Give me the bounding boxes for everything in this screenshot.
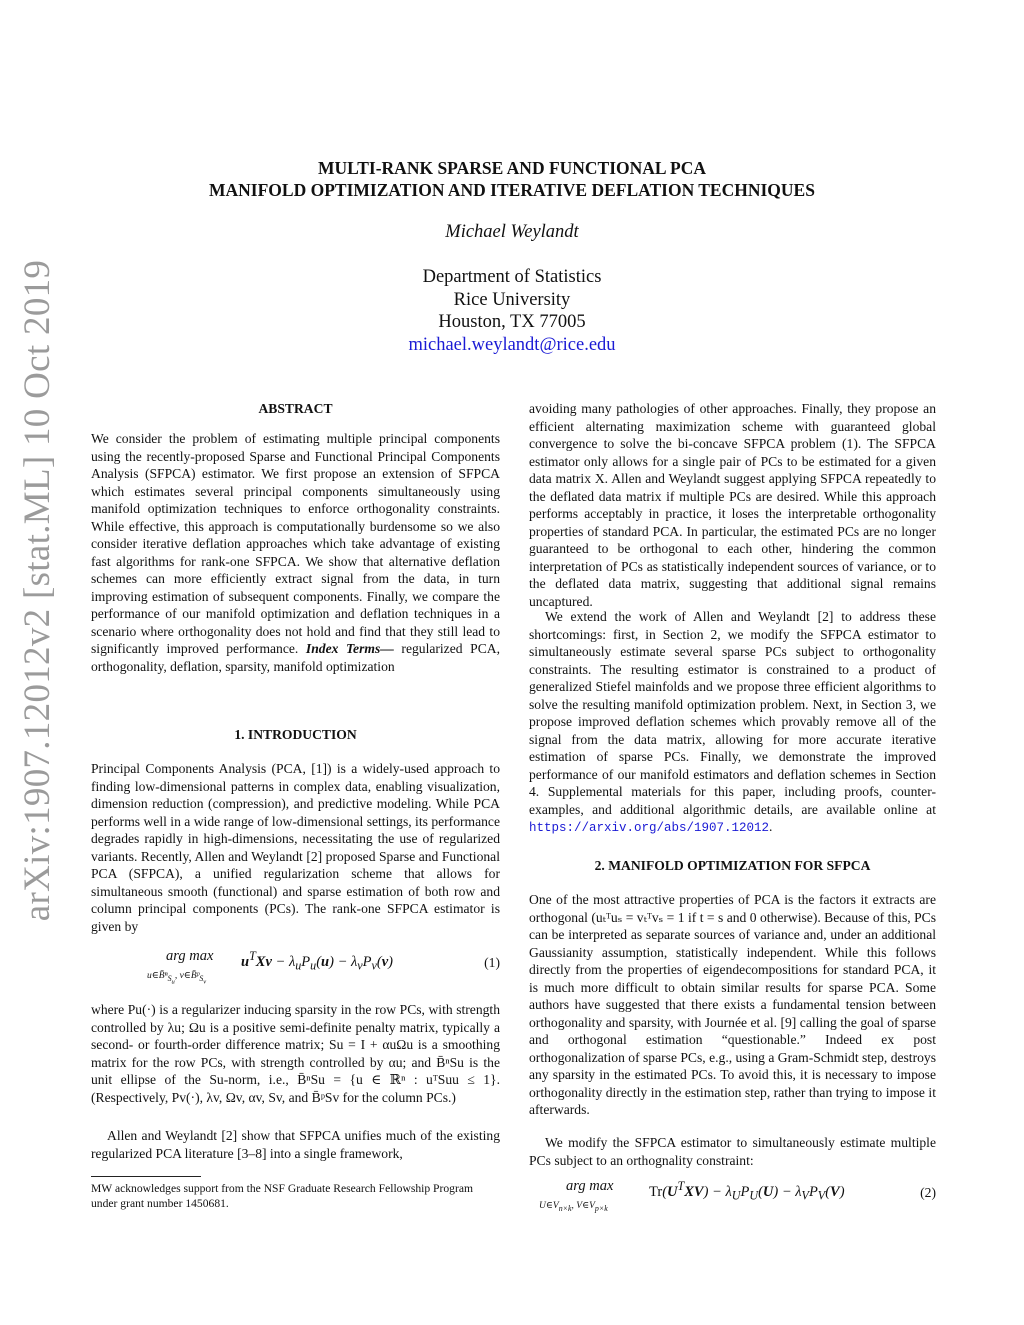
- equation-1: [91, 948, 500, 988]
- right-paragraph-2: We extend the work of Allen and Weylandt [2] to address these shortcomings: first, in Section 2, we modify the SFPCA estimator to simultaneously estimate several sparse PCs subject to orthogonality constraints. The resulting estimator is constrained to a product of generalized Stiefel mainfolds and we propose three efficient algorithms to solve the resulting manifold optimization problem. Next, in Section 3, we propose improved deflation schemes which provably remove all of the signal from the data matrix, allowing for more accurate iterative estimation of sparse PCs. Finally, we demonstrate the improved performance of our manifold estimators and deflation schemes in Section 4. Supplemental materials for this paper, including proofs, counter-examples, and additional algorithmic details, are available online at https://arxiv.org/abs/1907.12012.: [529, 609, 936, 835]
- intro-paragraph-2: where Pu(·) is a regularizer inducing sparsity in the row PCs, with strength controlled by λu; Ωu is a positive semi-definite penalty matrix, typically a second- or fourth-order difference matrix; Su = I + αuΩu is a smoothing matrix for the row PCs, with strength controlled by αu; and B̄ⁿSu is the unit ellipse of the Su-norm, i.e., B̄ⁿSu = {u ∈ ℝⁿ : uᵀSuu ≤ 1}. (Respectively, Pv(·), λv, Ωv, αv, Sv, and B̄ᵖSv for the column PCs.): [91, 1002, 500, 1105]
- eq2-constraint: $U\in V_{n\times k}$, $V\in V_{p\times k}$: [539, 1201, 608, 1213]
- footnote: MW acknowledges support from the NSF Graduate Research Fellowship Program under grant number 1450681.: [91, 1182, 473, 1210]
- intro-paragraph-1: Principal Components Analysis (PCA, [1]) is a widely-used approach to finding low-dimensional patterns in complex data, enabling visualization, dimension reduction (compression), and predictive modeling. While PCA performs well in a wide range of low-dimensional settings, its performance degrades rapidly in high-dimensions, necessitating the use of regularized variants. Recently, Allen and Weylandt [2] proposed Sparse and Functional PCA (SFPCA), a unified regularization scheme that allows for simultaneous smooth (functional) and sparse estimation of both row and column principal components (PCs). The rank-one SFPCA estimator is given by: [91, 761, 500, 934]
- footnote-rule: [91, 1176, 201, 1177]
- abstract-body: We consider the problem of estimating multiple principal components using the recently-proposed Sparse and Functional Principal Components Analysis (SFPCA) estimator. We first propose an extension of SFPCA which estimates several principal components simultaneously using manifold optimization techniques to enforce orthogonality constraints. While effective, this approach is computationally burdensome so we also consider iterative deflation approaches which take advantage of existing fast algorithms for rank-one SFPCA. We show that alternative deflation schemes can more efficiently extract signal from the data, in turn improving estimation of subsequent components. Finally, we compare the performance of our manifold optimization and deflation techniques in a scenario where orthogonality does not hold and find that they still lead to significantly improved performance.: [91, 431, 500, 656]
- eq2-argmax: arg max: [566, 1178, 614, 1194]
- index-terms: regularized PCA, orthogonality, deflation, sparsity, manifold optimization: [91, 641, 500, 674]
- abstract-heading: ABSTRACT: [258, 401, 333, 416]
- eq1-constraint: u∈B̄ⁿ$_{S_u}$, v∈B̄ᵖ$_{S_v}$: [147, 971, 207, 986]
- arxiv-id-text: arXiv:1907.12012v2 [stat.ML] 10 Oct 2019: [17, 259, 59, 921]
- equation-2: [529, 1178, 936, 1218]
- affiliation: [0, 266, 1024, 356]
- eq1-number: (1): [484, 955, 500, 970]
- author-email-link[interactable]: michael.weylandt@rice.edu: [408, 334, 616, 355]
- eq1-argmax: arg max: [166, 948, 214, 964]
- affiliation-university: Rice University: [453, 289, 571, 310]
- eq2-number: (2): [920, 1185, 936, 1200]
- abstract-text: [91, 430, 500, 675]
- title-line-2: MANIFOLD OPTIMIZATION AND ITERATIVE DEFLATION TECHNIQUES: [209, 180, 815, 200]
- eq2-objective: $Tr(U^TXV) - \lambda_UP_U(U) - \lambda_VP_V(V)$: [649, 1179, 845, 1203]
- introduction-heading: 1. INTRODUCTION: [234, 727, 357, 742]
- affiliation-dept: Department of Statistics: [422, 267, 602, 287]
- affiliation-city: Houston, TX 77005: [438, 312, 586, 332]
- title-line-1: MULTI-RANK SPARSE AND FUNCTIONAL PCA: [318, 158, 706, 178]
- section-2-paragraph-2: We modify the SFPCA estimator to simultaneously estimate multiple PCs subject to an orthognality constraint:: [529, 1135, 936, 1168]
- supplement-url-link[interactable]: https://arxiv.org/abs/1907.12012: [529, 821, 770, 835]
- eq1-objective: $u^TXv - \lambda_uP_u(u) - \lambda_vP_v(v)$: [241, 949, 393, 973]
- intro-paragraph-3: Allen and Weylandt [2] show that SFPCA unifies much of the existing regularized PCA literature [3–8] into a single framework,: [91, 1128, 500, 1161]
- section-2-paragraph-1: One of the most attractive properties of PCA is the factors it extracts are orthogonal (uₜᵀuₛ = vₜᵀvₛ = 1 if t = s and 0 otherwise). Because of this, PCs can be interpreted as separate sources of variance and, under an additional Gaussianity assumption, statistically independent. While this follows directly from the properties of eigendecompositions for standard PCA, it is much more difficult to obtain similar results for sparse PCA. Some authors have suggested that there exists a fundamental tension between orthogonality and sparsity, with Journée et al. [9] calling the goal of sparse and orthogonal estimation “questionable.” Indeed ex post orthogonalization of sparse PCs, e.g., using a Gram-Schmidt step, destroys any sparsity in the estimated PCs. To avoid this, it is necessary to impose orthogonality directly in the estimation step, rather than trying to impose it afterwards.: [529, 892, 936, 1117]
- right-paragraph-2-text: We extend the work of Allen and Weylandt [2] to address these shortcomings: first, in Section 2, we modify the SFPCA estimator to simultaneously estimate several sparse PCs subject to orthogonality constraints. The resulting estimator is constrained to a product of generalized Stiefel mainfolds and we propose three efficient algorithms to solve the resulting manifold optimization problem. Next, in Section 3, we propose improved deflation schemes which provably remove all of the signal from the data matrix, allowing for more accurate iterative estimation of sparse PCs. Finally, we demonstrate the improved performance of our manifold estimators and deflation schemes in Section 4. Supplemental materials for this paper, including proofs, counter-examples, and additional algorithmic details, are available online at: [529, 609, 936, 817]
- author-name: Michael Weylandt: [445, 222, 579, 242]
- paper-title: [0, 157, 1024, 201]
- right-paragraph-1: avoiding many pathologies of other approaches. Finally, they propose an efficient alternating maximization scheme with guaranteed global convergence to solve the bi-concave SFPCA problem (1). The SFPCA estimator only allows for a single pair of PCs to be estimated for a given data matrix X. Allen and Weylandt suggest applying SFPCA repeatedly to the deflated data matrix if multiple PCs are desired. While this approach performs acceptably in practice, it loses the interpretable orthogonality properties of standard PCA. In particular, the estimated PCs are no longer guaranteed to be orthogonal to each other, hindering the common interpretation of PCs as statistically independent sources of variance, or to the deflated data matrix, suggesting that additional signal remains uncaptured.: [529, 401, 936, 609]
- section-2-heading: 2. MANIFOLD OPTIMIZATION FOR SFPCA: [594, 858, 871, 873]
- index-terms-label: Index Terms—: [305, 641, 394, 656]
